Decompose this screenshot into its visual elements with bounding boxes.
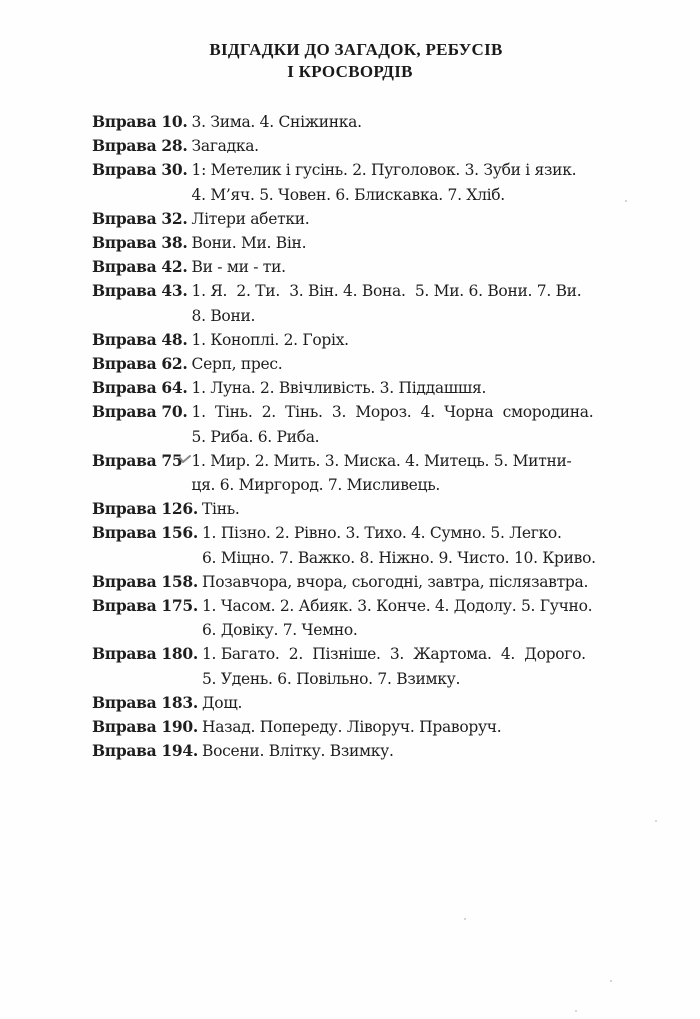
answer-entry (92, 497, 692, 521)
answer-entry (92, 207, 692, 231)
answer-line: 6. Довіку. 7. Чемно. (202, 621, 358, 640)
answer-text (202, 642, 692, 690)
exercise-label: Вправа 75 (92, 450, 183, 470)
answer-line: 6. Міцно. 7. Важко. 8. Ніжно. 9. Чисто. 10. Криво. (202, 548, 596, 567)
answer-line: Позавчора, вчора, сьогодні, завтра, післязавтра. (202, 572, 589, 591)
answer-entry (92, 279, 692, 327)
check-mark-icon (179, 449, 191, 459)
answer-line: 1. Я. 2. Ти. 3. Він. 4. Вона. 5. Ми. 6. Вони. 7. Ви. (191, 282, 582, 301)
answer-entry (92, 231, 692, 255)
answer-entry (92, 521, 692, 569)
exercise-label: Вправа 156. (92, 523, 198, 543)
exercise-label: Вправа 43. (92, 281, 188, 301)
answer-entry (92, 158, 692, 206)
answer-entry (92, 352, 692, 376)
scan-speck (464, 918, 466, 920)
answer-line: 5. Риба. 6. Риба. (191, 427, 320, 446)
answer-line: 1. Багато. 2. Пізніше. 3. Жартома. 4. Дорого. (202, 645, 586, 664)
answer-line: 1: Метелик і гусінь. 2. Пуголовок. 3. Зуби і язик. (191, 161, 577, 180)
answer-line: 8. Вони. (191, 306, 256, 325)
answer-line: 3. Зима. 4. Сніжинка. (191, 113, 362, 131)
answer-entry (92, 376, 692, 400)
answer-text (202, 715, 692, 739)
exercise-label: Вправа 64. (92, 378, 188, 398)
answer-line: Літери абетки. (191, 209, 310, 228)
answer-line: 1. Тінь. 2. Тінь. 3. Мороз. 4. Чорна смородина. (191, 403, 594, 422)
answer-line: 5. Удень. 6. Повільно. 7. Взимку. (202, 669, 461, 688)
answer-entry (92, 594, 692, 642)
answer-entry (92, 642, 692, 690)
answer-line: Вони. Ми. Він. (191, 234, 307, 253)
answer-entry (92, 110, 692, 134)
answer-line: Серп, прес. (191, 355, 283, 374)
exercise-label: Вправа 30. (92, 160, 188, 180)
answer-line: 1. Луна. 2. Ввічливість. 3. Піддашшя. (191, 379, 487, 398)
answer-text (202, 521, 692, 569)
scan-speck (610, 980, 612, 982)
scan-speck (655, 820, 657, 822)
answer-line: Дощ. (202, 693, 243, 712)
exercise-label: Вправа 190. (92, 717, 198, 737)
answer-entry (92, 715, 692, 739)
answer-text (192, 400, 692, 448)
answer-entry (92, 691, 692, 715)
answer-text (202, 570, 692, 594)
answer-entry (92, 739, 692, 763)
exercise-label: Вправа 158. (92, 571, 198, 591)
exercise-label: Вправа 10. (92, 112, 188, 131)
exercise-label: Вправа 28. (92, 136, 188, 156)
answer-line: 1. Мир. 2. Мить. 3. Миска. 4. Митець. 5. Митни- (191, 451, 572, 470)
exercise-label: Вправа 42. (92, 257, 188, 277)
answer-line: Тінь. (202, 500, 240, 519)
exercise-label: Вправа 38. (92, 233, 188, 253)
scan-speck (575, 1010, 577, 1012)
answer-text (192, 255, 692, 279)
answer-text (192, 231, 692, 255)
answer-line: 4. М’яч. 5. Човен. 6. Блискавка. 7. Хліб. (191, 185, 505, 204)
answer-line: Загадка. (191, 137, 259, 156)
answer-line: Назад. Попереду. Ліворуч. Праворуч. (202, 718, 502, 737)
scan-speck (625, 200, 627, 202)
answer-line: ця. 6. Миргород. 7. Мисливець. (191, 476, 440, 495)
answer-text (202, 497, 692, 521)
answer-line: Ви - ми - ти. (191, 258, 286, 277)
title-line-2: І КРОСВОРДІВ (287, 62, 413, 81)
answer-line: Восени. Влітку. Взимку. (202, 742, 394, 761)
answer-text (192, 279, 692, 327)
answer-text (192, 110, 692, 134)
exercise-label: Вправа 180. (92, 644, 198, 664)
exercise-label: Вправа 48. (92, 329, 188, 349)
answer-text (192, 158, 692, 206)
answer-text (192, 352, 692, 376)
answer-text (192, 134, 692, 158)
answer-entry (92, 570, 692, 594)
answer-text (202, 594, 692, 642)
answer-line: 1. Часом. 2. Абияк. 3. Конче. 4. Додолу. 5. Гучно. (202, 597, 593, 616)
answer-line: 1. Коноплі. 2. Горіх. (191, 330, 349, 349)
answer-entry (92, 400, 692, 448)
answer-entry (92, 449, 692, 497)
answer-text (192, 207, 692, 231)
exercise-label: Вправа 175. (92, 596, 198, 616)
answer-text (202, 739, 692, 763)
answer-entry (92, 134, 692, 158)
answer-line: 1. Пізно. 2. Рівно. 3. Тихо. 4. Сумно. 5. Легко. (202, 524, 562, 543)
exercise-label: Вправа 62. (92, 354, 188, 374)
exercise-label: Вправа 183. (92, 692, 198, 712)
answer-text (192, 328, 692, 352)
answer-entry (92, 255, 692, 279)
exercise-label: Вправа 70. (92, 402, 188, 422)
answer-text (191, 449, 692, 497)
title-line-1: ВІДГАДКИ ДО ЗАГАДОК, РЕБУСІВ (209, 40, 503, 59)
answer-entry (92, 328, 692, 352)
answers-list (92, 110, 692, 763)
exercise-label: Вправа 32. (92, 208, 188, 228)
answer-text (192, 376, 692, 400)
exercise-label: Вправа 194. (92, 741, 198, 761)
exercise-label: Вправа 126. (92, 499, 198, 519)
page-title (0, 39, 700, 83)
answer-text (202, 691, 692, 715)
